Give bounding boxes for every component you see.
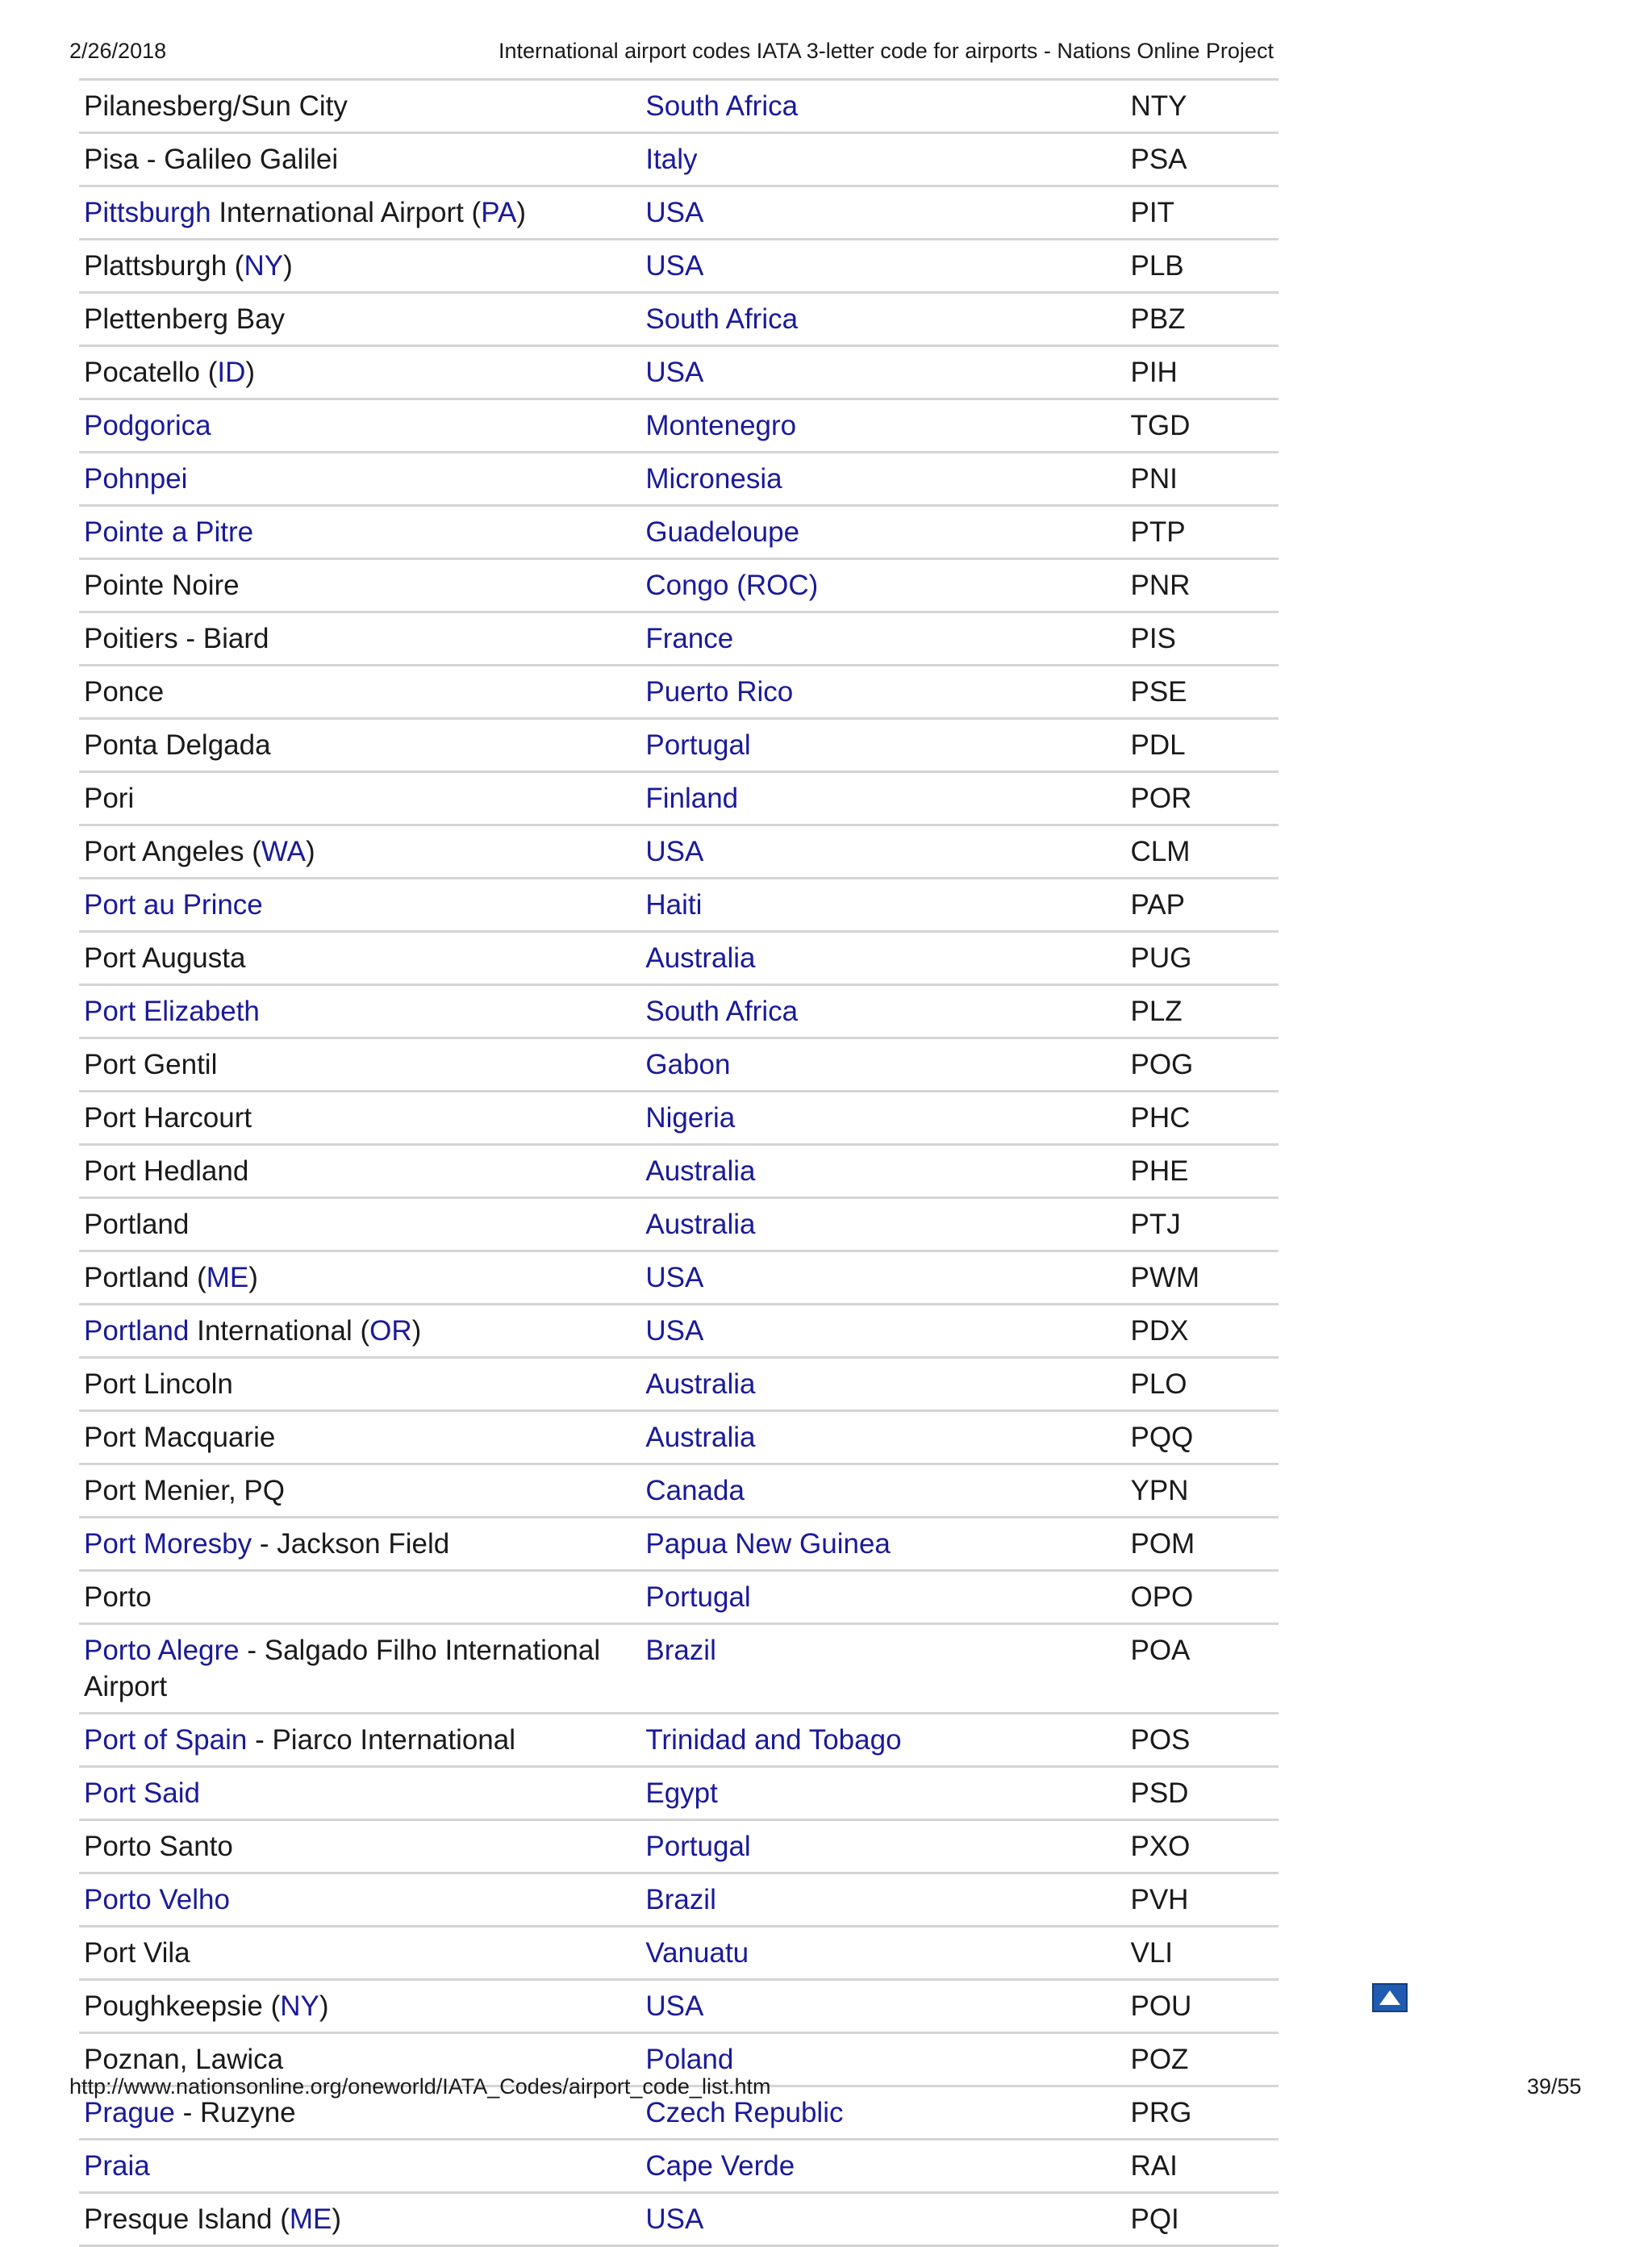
airport-text: ) bbox=[332, 2203, 342, 2235]
airport-text: Port Angeles ( bbox=[84, 836, 261, 867]
airport-link[interactable]: ME bbox=[289, 2203, 332, 2235]
country-cell bbox=[640, 346, 1125, 399]
arrow-up-icon bbox=[1378, 1989, 1402, 2007]
airport-text: Ponta Delgada bbox=[84, 729, 271, 761]
airport-cell bbox=[79, 932, 640, 985]
country-cell bbox=[640, 1767, 1125, 1820]
airport-text: - Salgado Filho International Airport bbox=[84, 1635, 601, 1702]
country-cell bbox=[640, 1624, 1125, 1714]
table-row bbox=[79, 1927, 1279, 1980]
iata-code: POA bbox=[1125, 1624, 1279, 1714]
country-link[interactable]: Brazil bbox=[645, 1884, 716, 1915]
airport-code-table bbox=[79, 78, 1279, 2247]
iata-code: RAI bbox=[1125, 2140, 1279, 2193]
airport-link[interactable]: WA bbox=[261, 836, 306, 867]
airport-text: Poznan, Lawica bbox=[84, 2044, 284, 2075]
airport-text: Port Lincoln bbox=[84, 1368, 233, 1400]
country-link[interactable]: Haiti bbox=[645, 889, 703, 921]
airport-link[interactable]: ID bbox=[217, 357, 246, 388]
airport-link[interactable]: Port of Spain bbox=[84, 1724, 248, 1756]
table-row bbox=[79, 559, 1279, 612]
iata-code: PIT bbox=[1125, 186, 1279, 240]
airport-text: ) bbox=[411, 1315, 422, 1347]
iata-code: PTJ bbox=[1125, 1198, 1279, 1251]
iata-code: POR bbox=[1125, 772, 1279, 825]
print-date: 2/26/2018 bbox=[69, 39, 167, 63]
airport-cell bbox=[79, 186, 640, 240]
country-cell bbox=[640, 1251, 1125, 1305]
country-link[interactable]: France bbox=[645, 623, 734, 654]
airport-text: Pori bbox=[84, 783, 135, 814]
iata-code: PVH bbox=[1125, 1873, 1279, 1927]
country-cell bbox=[640, 506, 1125, 559]
table-row bbox=[79, 506, 1279, 559]
airport-cell bbox=[79, 1518, 640, 1571]
airport-cell bbox=[79, 1624, 640, 1714]
iata-code: PTP bbox=[1125, 506, 1279, 559]
airport-link[interactable]: ME bbox=[206, 1262, 249, 1293]
airport-link[interactable]: Port au Prince bbox=[84, 889, 263, 921]
page-title: International airport codes IATA 3-letter code for airports - Nations Online Project bbox=[499, 39, 1274, 63]
airport-cell bbox=[79, 1714, 640, 1767]
airport-text: Pisa - Galileo Galilei bbox=[84, 144, 339, 175]
airport-cell bbox=[79, 612, 640, 666]
iata-code: PHE bbox=[1125, 1145, 1279, 1198]
table-row bbox=[79, 240, 1279, 293]
airport-cell bbox=[79, 1873, 640, 1927]
airport-link[interactable]: Port Said bbox=[84, 1777, 200, 1809]
airport-cell bbox=[79, 719, 640, 772]
table-row bbox=[79, 1198, 1279, 1251]
airport-cell bbox=[79, 453, 640, 506]
country-link[interactable]: USA bbox=[645, 197, 704, 228]
table-row bbox=[79, 346, 1279, 399]
iata-code: PHC bbox=[1125, 1092, 1279, 1145]
airport-text: Ponce bbox=[84, 676, 165, 708]
country-link[interactable]: Nigeria bbox=[645, 1102, 736, 1134]
airport-text: Plettenberg Bay bbox=[84, 303, 286, 335]
airport-link[interactable]: Pittsburgh bbox=[84, 197, 211, 228]
country-cell bbox=[640, 559, 1125, 612]
airport-text: Poughkeepsie ( bbox=[84, 1990, 281, 2022]
airport-code-table-body bbox=[79, 80, 1279, 2246]
country-cell bbox=[640, 932, 1125, 985]
country-cell bbox=[640, 2193, 1125, 2246]
airport-text: Pilanesberg/Sun City bbox=[84, 90, 348, 122]
airport-cell bbox=[79, 1464, 640, 1518]
table-row bbox=[79, 1145, 1279, 1198]
airport-text: Port Harcourt bbox=[84, 1102, 252, 1134]
airport-link[interactable]: Pointe a Pitre bbox=[84, 516, 254, 548]
iata-code: POM bbox=[1125, 1518, 1279, 1571]
country-cell bbox=[640, 612, 1125, 666]
table-row bbox=[79, 879, 1279, 932]
country-link[interactable]: Gabon bbox=[645, 1049, 731, 1080]
country-cell bbox=[640, 1820, 1125, 1873]
iata-code: PLZ bbox=[1125, 985, 1279, 1038]
table-row bbox=[79, 1980, 1279, 2033]
table-row bbox=[79, 985, 1279, 1038]
table-row bbox=[79, 2193, 1279, 2246]
country-link[interactable]: Czech Republic bbox=[645, 2097, 844, 2128]
airport-text: Porto bbox=[84, 1581, 152, 1613]
country-cell bbox=[640, 1092, 1125, 1145]
country-cell bbox=[640, 453, 1125, 506]
airport-cell bbox=[79, 1927, 640, 1980]
country-cell bbox=[640, 985, 1125, 1038]
country-link[interactable]: South Africa bbox=[645, 996, 799, 1027]
country-cell bbox=[640, 825, 1125, 879]
airport-cell bbox=[79, 559, 640, 612]
iata-code: POG bbox=[1125, 1038, 1279, 1092]
country-link[interactable]: Cape Verde bbox=[645, 2150, 795, 2182]
country-link[interactable]: South Africa bbox=[645, 90, 799, 122]
airport-link[interactable]: Porto Velho bbox=[84, 1884, 230, 1915]
airport-cell bbox=[79, 985, 640, 1038]
airport-link[interactable]: Portland bbox=[84, 1315, 190, 1347]
airport-cell bbox=[79, 240, 640, 293]
airport-text: International ( bbox=[189, 1315, 370, 1347]
table-row bbox=[79, 612, 1279, 666]
country-link[interactable]: Finland bbox=[645, 783, 739, 814]
iata-code: PSE bbox=[1125, 666, 1279, 719]
country-link[interactable]: Portugal bbox=[645, 1831, 751, 1862]
country-link[interactable]: Puerto Rico bbox=[645, 676, 794, 708]
country-cell bbox=[640, 293, 1125, 346]
iata-code: NTY bbox=[1125, 80, 1279, 133]
country-link[interactable]: USA bbox=[645, 836, 704, 867]
table-row bbox=[79, 80, 1279, 133]
iata-code: PRG bbox=[1125, 2086, 1279, 2140]
country-cell bbox=[640, 719, 1125, 772]
airport-cell bbox=[79, 293, 640, 346]
iata-code: PAP bbox=[1125, 879, 1279, 932]
table-row bbox=[79, 293, 1279, 346]
table-row bbox=[79, 1251, 1279, 1305]
airport-text: Plattsburgh ( bbox=[84, 250, 244, 282]
country-link[interactable]: Trinidad and Tobago bbox=[645, 1724, 902, 1756]
country-cell bbox=[640, 240, 1125, 293]
country-cell bbox=[640, 1873, 1125, 1927]
airport-text: International Airport ( bbox=[211, 197, 482, 228]
table-row bbox=[79, 772, 1279, 825]
airport-link[interactable]: Porto Alegre bbox=[84, 1635, 240, 1666]
iata-code: POU bbox=[1125, 1980, 1279, 2033]
table-row bbox=[79, 1038, 1279, 1092]
airport-text: - Jackson Field bbox=[252, 1528, 450, 1560]
iata-code: PLB bbox=[1125, 240, 1279, 293]
country-cell bbox=[640, 772, 1125, 825]
iata-code: PSA bbox=[1125, 133, 1279, 186]
airport-cell bbox=[79, 1980, 640, 2033]
country-link[interactable]: Guadeloupe bbox=[645, 516, 800, 548]
iata-code: POS bbox=[1125, 1714, 1279, 1767]
country-cell bbox=[640, 879, 1125, 932]
airport-cell bbox=[79, 1305, 640, 1358]
table-row bbox=[79, 2140, 1279, 2193]
airport-cell bbox=[79, 1145, 640, 1198]
airport-link[interactable]: Pohnpei bbox=[84, 463, 188, 495]
country-link[interactable]: Micronesia bbox=[645, 463, 782, 495]
country-cell bbox=[640, 1305, 1125, 1358]
table-row bbox=[79, 186, 1279, 240]
iata-code: PQI bbox=[1125, 2193, 1279, 2246]
iata-code: TGD bbox=[1125, 399, 1279, 453]
table-row bbox=[79, 453, 1279, 506]
airport-link[interactable]: NY bbox=[280, 1990, 319, 2022]
country-cell bbox=[640, 1714, 1125, 1767]
country-link[interactable]: USA bbox=[645, 1262, 704, 1293]
airport-cell bbox=[79, 1251, 640, 1305]
airport-cell bbox=[79, 1092, 640, 1145]
table-row bbox=[79, 1305, 1279, 1358]
airport-cell bbox=[79, 2140, 640, 2193]
country-link[interactable]: Egypt bbox=[645, 1777, 718, 1809]
country-link[interactable]: South Africa bbox=[645, 303, 799, 335]
table-row bbox=[79, 1571, 1279, 1624]
country-cell bbox=[640, 133, 1125, 186]
country-cell bbox=[640, 666, 1125, 719]
airport-link[interactable]: Port Elizabeth bbox=[84, 996, 260, 1027]
airport-cell bbox=[79, 666, 640, 719]
airport-cell bbox=[79, 80, 640, 133]
airport-text: Port Hedland bbox=[84, 1155, 249, 1187]
iata-code: POZ bbox=[1125, 2033, 1279, 2086]
table-row bbox=[79, 1714, 1279, 1767]
country-link[interactable]: Australia bbox=[645, 942, 756, 974]
table-row bbox=[79, 1820, 1279, 1873]
iata-code: PBZ bbox=[1125, 293, 1279, 346]
country-cell bbox=[640, 399, 1125, 453]
table-row bbox=[79, 719, 1279, 772]
table-row bbox=[79, 1358, 1279, 1411]
country-cell bbox=[640, 1145, 1125, 1198]
country-link[interactable]: USA bbox=[645, 2203, 704, 2235]
airport-text: Pointe Noire bbox=[84, 570, 240, 601]
country-link[interactable]: Portugal bbox=[645, 729, 751, 761]
airport-link[interactable]: Praia bbox=[84, 2150, 150, 2182]
iata-code: CLM bbox=[1125, 825, 1279, 879]
airport-text: Portland bbox=[84, 1209, 190, 1240]
airport-text: Port Augusta bbox=[84, 942, 246, 974]
iata-code: YPN bbox=[1125, 1464, 1279, 1518]
iata-code: PQQ bbox=[1125, 1411, 1279, 1464]
airport-cell bbox=[79, 772, 640, 825]
airport-link[interactable]: Port Moresby bbox=[84, 1528, 252, 1560]
country-link[interactable]: Australia bbox=[645, 1209, 756, 1240]
airport-text: Port Macquarie bbox=[84, 1422, 276, 1453]
back-to-top-button[interactable] bbox=[1372, 1983, 1408, 2012]
table-row bbox=[79, 825, 1279, 879]
country-link[interactable]: Australia bbox=[645, 1155, 756, 1187]
airport-text: - Ruzyne bbox=[174, 2097, 296, 2128]
airport-text: ) bbox=[319, 1990, 329, 2022]
airport-cell bbox=[79, 399, 640, 453]
airport-text: Porto Santo bbox=[84, 1831, 233, 1862]
table-row bbox=[79, 399, 1279, 453]
country-cell bbox=[640, 1038, 1125, 1092]
iata-code: PNI bbox=[1125, 453, 1279, 506]
airport-text: Presque Island ( bbox=[84, 2203, 290, 2235]
table-row bbox=[79, 1092, 1279, 1145]
iata-code: PIS bbox=[1125, 612, 1279, 666]
table-row bbox=[79, 1767, 1279, 1820]
airport-cell bbox=[79, 1767, 640, 1820]
airport-cell bbox=[79, 1820, 640, 1873]
airport-text: Port Vila bbox=[84, 1937, 190, 1969]
page-number: 39/55 bbox=[1527, 2074, 1582, 2099]
airport-link[interactable]: Prague bbox=[84, 2097, 175, 2128]
country-cell bbox=[640, 1927, 1125, 1980]
table-row bbox=[79, 932, 1279, 985]
airport-cell bbox=[79, 1571, 640, 1624]
table-row bbox=[79, 1518, 1279, 1571]
country-cell bbox=[640, 1358, 1125, 1411]
country-link[interactable]: Australia bbox=[645, 1422, 756, 1453]
country-link[interactable]: USA bbox=[645, 1315, 704, 1347]
iata-code: PWM bbox=[1125, 1251, 1279, 1305]
country-link[interactable]: Brazil bbox=[645, 1635, 716, 1666]
country-cell bbox=[640, 1571, 1125, 1624]
airport-text: ) bbox=[516, 197, 526, 228]
iata-code: PNR bbox=[1125, 559, 1279, 612]
country-cell bbox=[640, 1464, 1125, 1518]
airport-cell bbox=[79, 1358, 640, 1411]
airport-cell bbox=[79, 1038, 640, 1092]
country-cell bbox=[640, 186, 1125, 240]
country-cell bbox=[640, 1518, 1125, 1571]
table-row bbox=[79, 133, 1279, 186]
iata-code: VLI bbox=[1125, 1927, 1279, 1980]
airport-cell bbox=[79, 506, 640, 559]
iata-code: PUG bbox=[1125, 932, 1279, 985]
country-link[interactable]: Poland bbox=[645, 2044, 734, 2075]
airport-text: ) bbox=[248, 1262, 258, 1293]
country-link[interactable]: USA bbox=[645, 357, 704, 388]
country-link[interactable]: Papua New Guinea bbox=[645, 1528, 891, 1560]
airport-text: ) bbox=[283, 250, 293, 282]
country-cell bbox=[640, 2140, 1125, 2193]
country-link[interactable]: Italy bbox=[645, 144, 698, 175]
airport-cell bbox=[79, 133, 640, 186]
airport-cell bbox=[79, 1411, 640, 1464]
airport-cell bbox=[79, 2193, 640, 2246]
iata-code: PLO bbox=[1125, 1358, 1279, 1411]
country-link[interactable]: Australia bbox=[645, 1368, 756, 1400]
airport-link[interactable]: Podgorica bbox=[84, 410, 211, 441]
iata-code: PDL bbox=[1125, 719, 1279, 772]
iata-code: PSD bbox=[1125, 1767, 1279, 1820]
iata-code: PIH bbox=[1125, 346, 1279, 399]
iata-code: PDX bbox=[1125, 1305, 1279, 1358]
table-row bbox=[79, 1411, 1279, 1464]
table-row bbox=[79, 1464, 1279, 1518]
iata-code: PXO bbox=[1125, 1820, 1279, 1873]
footer-url: http://www.nationsonline.org/oneworld/IATA_Codes/airport_code_list.htm bbox=[69, 2074, 771, 2099]
iata-code: OPO bbox=[1125, 1571, 1279, 1624]
airport-text: ) bbox=[245, 357, 256, 388]
country-link[interactable]: Vanuatu bbox=[645, 1937, 749, 1969]
airport-cell bbox=[79, 346, 640, 399]
airport-link[interactable]: PA bbox=[481, 197, 517, 228]
airport-text: ) bbox=[305, 836, 315, 867]
airport-text: Poitiers - Biard bbox=[84, 623, 269, 654]
table-row bbox=[79, 666, 1279, 719]
country-cell bbox=[640, 1198, 1125, 1251]
country-link[interactable]: Canada bbox=[645, 1475, 745, 1506]
airport-cell bbox=[79, 879, 640, 932]
airport-text: Pocatello ( bbox=[84, 357, 218, 388]
airport-text: - Piarco International bbox=[247, 1724, 516, 1756]
airport-text: Port Menier, PQ bbox=[84, 1475, 285, 1506]
table-row bbox=[79, 1624, 1279, 1714]
country-cell bbox=[640, 1980, 1125, 2033]
country-link[interactable]: Congo (ROC) bbox=[645, 570, 819, 601]
airport-link[interactable]: NY bbox=[244, 250, 284, 282]
country-link[interactable]: Montenegro bbox=[645, 410, 797, 441]
airport-link[interactable]: OR bbox=[369, 1315, 412, 1347]
airport-cell bbox=[79, 1198, 640, 1251]
airport-text: Portland ( bbox=[84, 1262, 206, 1293]
airport-text: Port Gentil bbox=[84, 1049, 218, 1080]
airport-cell bbox=[79, 825, 640, 879]
country-link[interactable]: Portugal bbox=[645, 1581, 751, 1613]
country-link[interactable]: USA bbox=[645, 250, 704, 282]
country-link[interactable]: USA bbox=[645, 1990, 704, 2022]
table-row bbox=[79, 1873, 1279, 1927]
country-cell bbox=[640, 80, 1125, 133]
country-cell bbox=[640, 1411, 1125, 1464]
